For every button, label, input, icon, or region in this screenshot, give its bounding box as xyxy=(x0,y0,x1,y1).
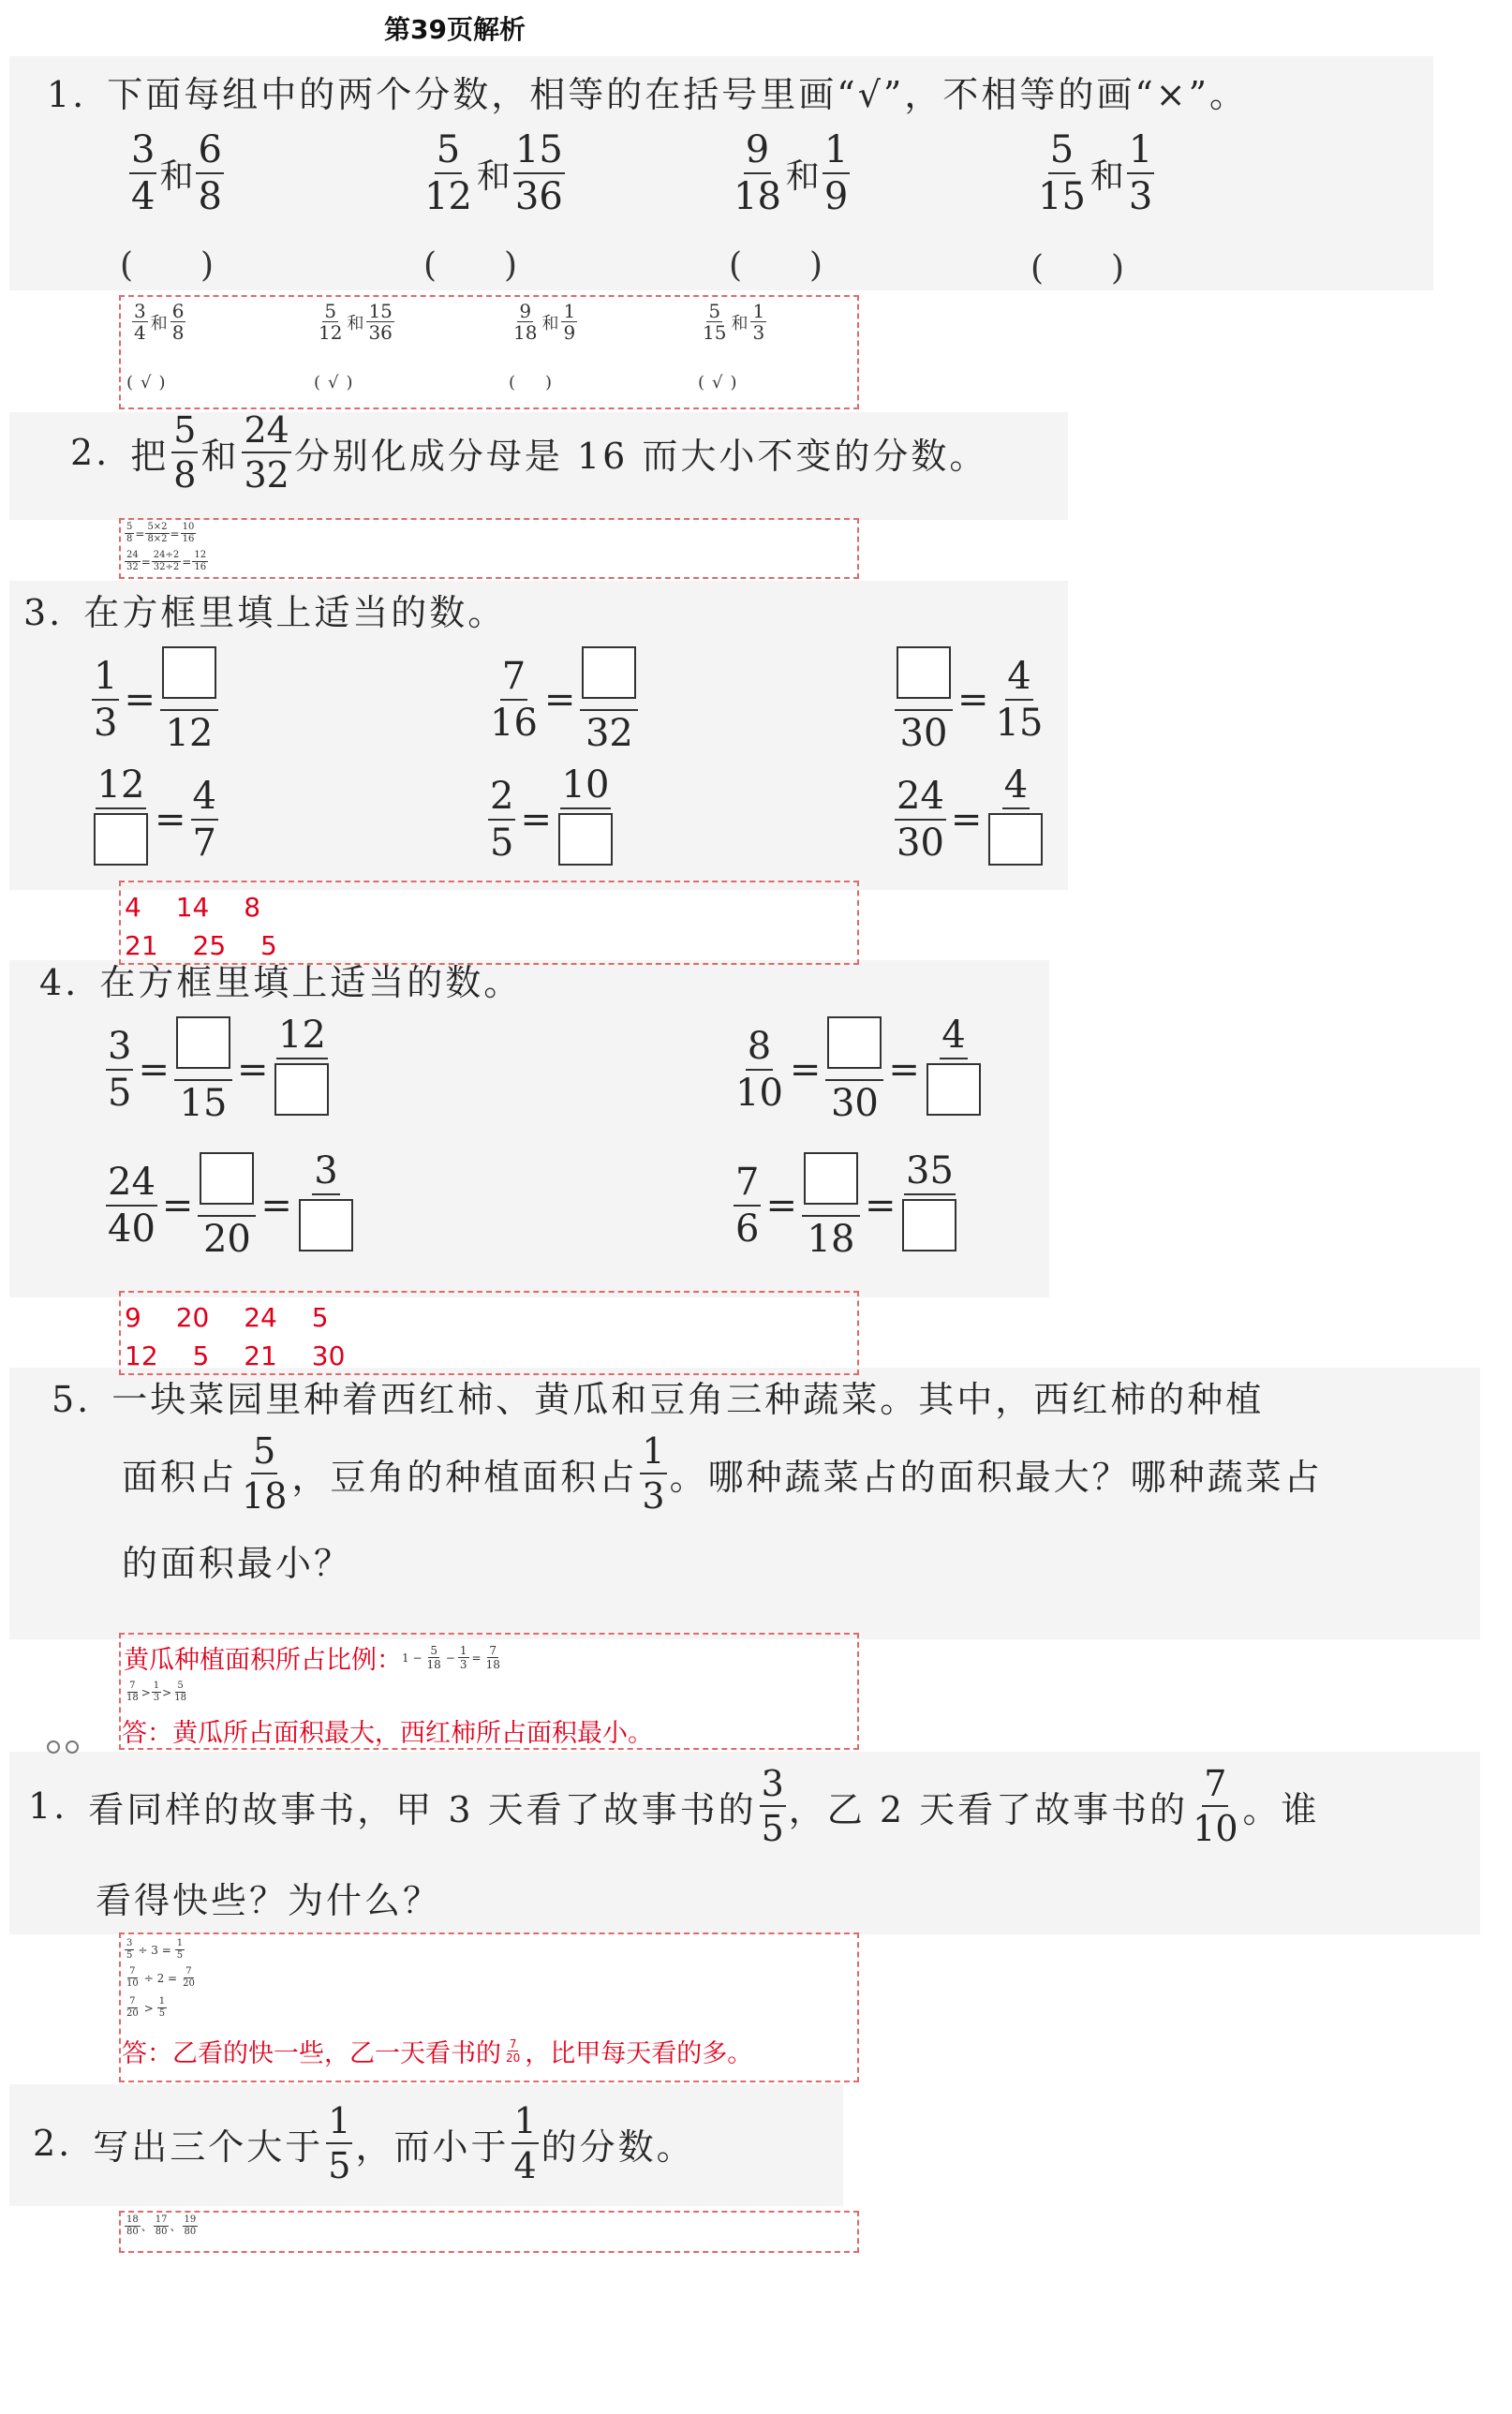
answer-blank[interactable] xyxy=(299,1199,353,1251)
fraction: $\frac{9}{18}$ xyxy=(734,128,781,218)
q1-paren-3[interactable]: ( ) xyxy=(729,246,823,285)
q4-answer-line-1: 9 20 24 5 xyxy=(125,1302,329,1333)
q1-pair-1 xyxy=(126,128,227,218)
q1-pair-3 xyxy=(729,128,852,218)
answer-blank[interactable] xyxy=(926,1063,981,1116)
p1-line-1: 1. 看同样的故事书，甲 3 天看了故事书的 $\frac{3}{5}$ ，乙 2 天看了故事书的 $\frac{7}{10}$ 。谁 xyxy=(28,1763,1320,1849)
q5-number: 5. xyxy=(52,1379,92,1420)
q3-answer-line-1: 4 14 8 xyxy=(125,892,261,923)
q5-line-3: 的面积最小？ xyxy=(122,1543,353,1584)
p2-answer-list: $\frac{18}{80}$ 、 $\frac{17}{80}$ 、 $\frac{19}{80}$ xyxy=(126,2214,197,2237)
answer-blank[interactable] xyxy=(988,813,1043,866)
and-text: 和 xyxy=(159,156,194,196)
q4-item-2: $\frac{8}{10}$ = 30 = 4 xyxy=(731,1016,986,1122)
q3-item-6: $\frac{24}{30}$ = 4 xyxy=(892,766,1047,872)
p2-number: 2. xyxy=(33,2123,73,2164)
fraction: $\frac{24}{32}$ xyxy=(244,409,289,496)
and-text: 和 xyxy=(476,156,511,196)
fraction: $\frac{1}{9}$ xyxy=(823,128,849,218)
q4-prompt: 4. 在方框里填上适当的数。 xyxy=(39,962,523,1003)
q4-item-4: $\frac{7}{6}$ = 18 = 35 xyxy=(731,1152,961,1258)
answer-blank[interactable] xyxy=(176,1016,230,1069)
q3-item-2: $\frac{7}{16}$ = 32 xyxy=(485,646,641,752)
answer-blank[interactable] xyxy=(897,646,951,699)
q2-prompt: 2. 把 $\frac{5}{8}$ 和 $\frac{24}{32}$ 分别化成分母是 16 而大小不变的分数。 xyxy=(70,409,988,496)
q1-paren-2[interactable]: ( ) xyxy=(423,246,518,285)
q1-answer-mark-2: ( √ ) xyxy=(314,373,353,392)
answer-blank[interactable] xyxy=(804,1152,858,1205)
fraction: $\frac{5}{12}$ xyxy=(424,128,472,218)
answer-blank[interactable] xyxy=(200,1152,254,1205)
q5-line-2: 面积占 $\frac{5}{18}$ ，豆角的种植面积占 $\frac{1}{3}$ 。哪种蔬菜占的面积最大？哪种蔬菜占 xyxy=(122,1430,1323,1517)
q1-text: 下面每组中的两个分数，相等的在括号里画“√”，不相等的画“×”。 xyxy=(107,74,1249,115)
p2-prompt: 2. 写出三个大于 $\frac{1}{5}$ ，而小于 $\frac{1}{4}$ 的分数。 xyxy=(33,2100,695,2186)
answer-blank[interactable] xyxy=(827,1016,882,1069)
and-text: 和 xyxy=(785,156,820,196)
q2-answer-box xyxy=(119,518,859,579)
q3-item-3: 30 = $\frac{4}{15}$ xyxy=(892,646,1047,752)
fraction: $\frac{3}{4}$ xyxy=(131,128,156,218)
q1-pair-4 xyxy=(1033,128,1157,218)
fraction: $\frac{5}{15}$ xyxy=(1038,128,1086,218)
answer-blank[interactable] xyxy=(582,646,636,699)
fraction: $\frac{6}{8}$ xyxy=(198,128,222,218)
q2-answer-line-2: $\frac{24}{32}$ = $\frac{24\div 2}{32\div 2}$ = $\frac{12}{16}$ xyxy=(126,550,207,572)
p1-number: 1. xyxy=(28,1785,68,1827)
q1-answer-mark-4: ( √ ) xyxy=(698,373,737,392)
p1-calc-3: $\frac{7}{20}$ > $\frac{1}{5}$ xyxy=(126,1996,166,2019)
q5-answer-calc: 黄瓜种植面积所占比例： 1 − $\frac{5}{18}$ − $\frac{1}{3}$ = $\frac{7}{18}$ xyxy=(124,1644,500,1675)
answer-blank[interactable] xyxy=(902,1199,956,1251)
q3-answer-line-2: 21 25 5 xyxy=(125,930,277,961)
q3-item-1: $\frac{1}{3}$ = 12 xyxy=(89,646,221,752)
p1-line-2: 看得快些？为什么？ xyxy=(96,1880,442,1921)
q4-answer-line-2: 12 5 21 30 xyxy=(125,1340,346,1371)
answer-blank[interactable] xyxy=(162,646,216,699)
q4-item-3: $\frac{24}{40}$ = 20 = 3 xyxy=(103,1152,358,1258)
q1-answer-mark-3: ( ) xyxy=(509,373,553,392)
q5-answer-compare: $\frac{7}{18}$ > $\frac{1}{3}$ > $\frac{5}{18}$ xyxy=(126,1681,186,1703)
q1-answer-pair-2: $\frac{5}{12}$ 和 $\frac{15}{36}$ xyxy=(319,300,393,344)
p1-answer-text: 答：乙看的快一些，乙一天看书的 $\frac{7}{20}$ ，比甲每天看的多。 xyxy=(122,2037,753,2068)
q3-item-5: $\frac{2}{5}$ = 10 xyxy=(485,766,617,872)
q1-prompt xyxy=(47,74,1249,115)
q1-answer-pair-1: $\frac{3}{4}$ 和 $\frac{6}{8}$ xyxy=(134,300,185,344)
answer-blank[interactable] xyxy=(558,813,613,866)
q2-number: 2. xyxy=(70,432,111,473)
q1-answer-pair-3: $\frac{9}{18}$ 和 $\frac{1}{9}$ xyxy=(513,300,576,344)
fraction: $\frac{5}{8}$ xyxy=(173,409,197,496)
p2-answer-box xyxy=(119,2211,859,2253)
answer-blank[interactable] xyxy=(274,1063,329,1116)
q4-item-1: $\frac{3}{5}$ = 15 = 12 xyxy=(103,1016,334,1122)
p1-calc-1: $\frac{3}{5}$ ÷ 3 = $\frac{1}{5}$ xyxy=(126,1938,184,1961)
section-marker-icon xyxy=(47,1740,88,1754)
q2-answer-line-1: $\frac{5}{8}$ = $\frac{5\times 2}{8\times 2}$ = $\frac{10}{16}$ xyxy=(126,522,195,544)
page-title: 第39页解析 xyxy=(384,14,526,45)
q1-paren-4[interactable]: ( ) xyxy=(1030,249,1125,288)
q1-answer-mark-1: ( √ ) xyxy=(126,373,166,392)
q5-answer-text: 答：黄瓜所占面积最大，西红柿所占面积最小。 xyxy=(122,1719,653,1748)
q3-item-4: 12 = $\frac{4}{7}$ xyxy=(89,766,221,872)
and-text: 和 xyxy=(1090,156,1124,196)
q3-prompt: 3. 在方框里填上适当的数。 xyxy=(23,592,507,633)
q3-number: 3. xyxy=(23,592,64,633)
p1-calc-2: $\frac{7}{10}$ ÷ 2 = $\frac{7}{20}$ xyxy=(126,1966,195,1989)
fraction: $\frac{15}{36}$ xyxy=(514,128,563,218)
q1-pair-2 xyxy=(420,128,568,218)
q1-paren-1[interactable]: ( ) xyxy=(120,246,215,285)
q5-line-1: 5. 一块菜园里种着西红柿、黄瓜和豆角三种蔬菜。其中，西红柿的种植 xyxy=(52,1379,1265,1420)
q1-answer-pair-4: $\frac{5}{15}$ 和 $\frac{1}{3}$ xyxy=(703,300,765,344)
answer-blank[interactable] xyxy=(94,813,148,866)
fraction: $\frac{1}{3}$ xyxy=(1128,128,1153,218)
q4-number: 4. xyxy=(39,962,80,1003)
q1-number: 1. xyxy=(47,74,87,115)
